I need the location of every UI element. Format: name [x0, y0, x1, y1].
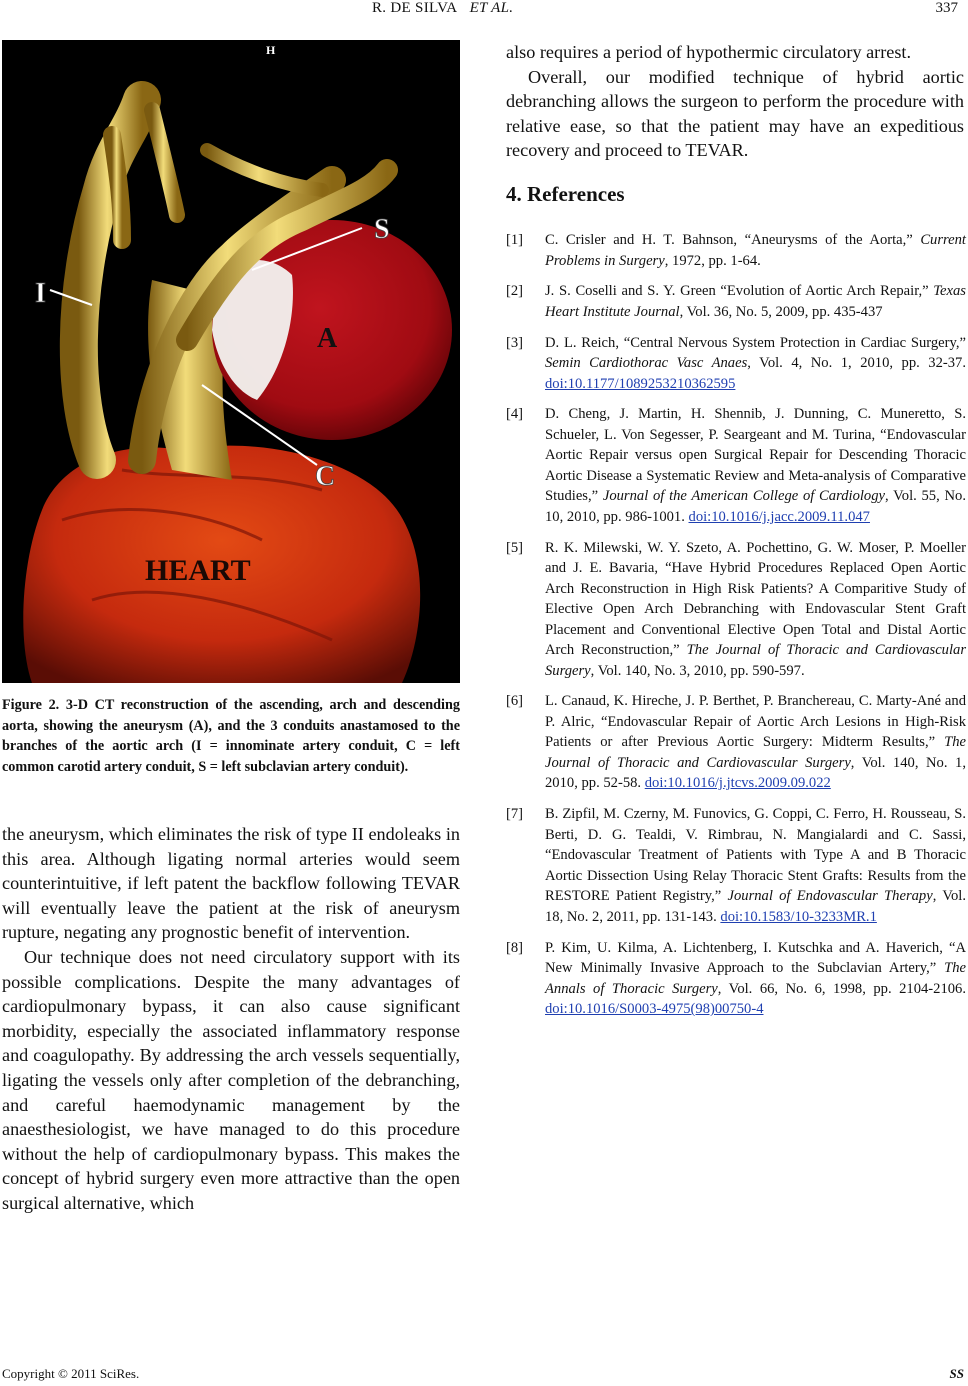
reference-authors-title: J. S. Coselli and S. Y. Green “Evolution of Aortic Arch Repair,” — [545, 283, 934, 300]
reference-details: , Vol. 55, No. 10, 2010, pp. 986-1001. — [545, 488, 966, 525]
right-paragraph-2: Overall, our modified technique of hybrid aortic debranching allows the surgeon to perform the procedure with relative ease, so that the patient may have an expeditious recovery and proceed to TEVAR. — [506, 66, 964, 161]
reference-journal: Texas Heart Institute Journal — [545, 283, 966, 320]
references-list — [506, 230, 966, 1030]
reference-item — [506, 538, 966, 682]
reference-details: , Vol. 18, No. 2, 2011, pp. 131-143. — [545, 888, 966, 925]
reference-details: , Vol. 66, No. 6, 1998, pp. 2104-2106. — [717, 980, 967, 997]
reference-number: [3] — [506, 334, 524, 351]
reference-doi-link[interactable]: doi:10.1177/1089253210362595 — [545, 375, 736, 392]
reference-number: [1] — [506, 232, 524, 248]
references-heading: 4. References — [506, 182, 625, 206]
reference-journal: Journal of Endovascular Therapy — [727, 888, 933, 905]
reference-text — [545, 333, 966, 395]
reference-details: , Vol. 140, No. 3, 2010, pp. 590-597. — [590, 662, 805, 679]
reference-journal: Journal of the American College of Cardiology — [602, 488, 885, 505]
reference-authors-title: B. Zipfil, M. Czerny, M. Funovics, G. Coppi, C. Ferro, H. Rousseau, S. Berti, D. G. Tealdi, V. Rimbrau, N. Mangialardi and C. Sassi, “Endovascular Treatment of Patients with Type A and B Thoracic Aortic Dissection Using Relay Thoracic Stent Grafts: Results from the RESTORE Patient Registry,” — [545, 806, 966, 905]
left-paragraph-1: the aneurysm, which eliminates the risk of type II endoleaks in this area. Although ligating normal arteries would seem counterintuitive, if left patent the backflow following TEVAR will eventually leave the patient at the risk of aneurysm rupture, negating any prognostic benefit of intervention. — [2, 824, 460, 943]
left-column-body — [2, 822, 460, 1216]
running-title — [372, 0, 513, 17]
reference-number: [5] — [506, 539, 524, 556]
ct-image — [2, 40, 460, 683]
label-s: S — [374, 214, 390, 245]
reference-authors-title: L. Canaud, K. Hireche, J. P. Berthet, P. Branchereau, C. Marty-Ané and P. Alric, “Endovascular Repair of Aortic Arch Lesions in High-Risk Patients or after Previous Aortic Surgery: Midterm Results,” — [545, 693, 966, 751]
reference-details: , Vol. 140, No. 1, 2010, pp. 52-58. — [545, 754, 966, 792]
reference-doi-link[interactable]: doi:10.1016/S0003-4975(98)00750-4 — [545, 1001, 764, 1018]
reference-text — [545, 230, 966, 271]
label-a: A — [317, 323, 338, 354]
figure-caption: Figure 2. 3-D CT reconstruction of the ascending, arch and descending aorta, showing the aneurysm (A), and the 3 conduits anastamosed to the branches of the aortic arch (I = innominate artery conduit, C = left common carotid artery conduit, S = left subclavian artery conduit). — [2, 697, 460, 775]
orientation-label: H — [266, 43, 276, 57]
reference-item — [506, 938, 966, 1020]
reference-text — [545, 938, 966, 1020]
label-i: I — [35, 278, 46, 309]
reference-journal: The Annals of Thoracic Surgery — [545, 960, 966, 997]
reference-doi-link[interactable]: doi:10.1016/j.jacc.2009.11.047 — [688, 508, 870, 525]
reference-number: [6] — [506, 693, 524, 710]
reference-authors-title: R. K. Milewski, W. Y. Szeto, A. Pochettino, G. W. Moser, P. Moeller and J. E. Bavaria, “Have Hybrid Procedures Replaced Open Aortic Arch Reconstruction in High Risk Patients? A Comparitive Study of Elective Open Arch Debranching with Endovascular Stent Graft Placement and Conventional Elective Open Total and Distal Aortic Arch Reconstruction,” — [545, 539, 966, 659]
reference-number: [2] — [506, 283, 524, 300]
reference-item — [506, 804, 966, 927]
reference-journal: The Journal of Thoracic and Cardiovascular Surgery — [545, 734, 966, 771]
reference-item — [506, 333, 966, 395]
journal-abbrev: SS — [949, 1366, 964, 1381]
reference-journal: Current Problems in Surgery — [545, 232, 966, 269]
reference-authors-title: D. L. Reich, “Central Nervous System Protection in Cardiac Surgery,” — [545, 334, 966, 351]
reference-number: [7] — [506, 806, 524, 823]
reference-text — [545, 804, 966, 927]
running-title-etal: ET AL. — [469, 0, 514, 16]
reference-journal: Semin Cardiothorac Vasc Anaes — [545, 355, 748, 372]
right-paragraph-1: also requires a period of hypothermic circulatory arrest. — [506, 42, 912, 62]
page-footer — [2, 1366, 966, 1382]
copyright-text: Copyright © 2011 SciRes. — [2, 1366, 140, 1381]
left-paragraph-2: Our technique does not need circulatory support with its possible complications. Despite the many advantages of cardiopulmonary bypass, it can also cause significant morbidity, especially the associated inflammatory response and coagulopathy. By addressing the arch vessels sequentially, ligating the vessels only after completion of the debranching, and careful haemodynamic management by the anaesthesiologist, we have managed to do this procedure without the help of cardiopulmonary bypass. This makes the concept of hybrid surgery even more attractive than the open surgical alternative, which — [2, 946, 460, 1213]
reference-authors-title: C. Crisler and H. T. Bahnson, “Aneurysms of the Aorta,” — [545, 232, 921, 248]
reference-number: [4] — [506, 406, 524, 423]
reference-item — [506, 230, 966, 271]
right-column-body — [506, 40, 964, 163]
label-heart: HEART — [145, 554, 251, 587]
reference-details: , 1972, pp. 1-64. — [664, 252, 761, 269]
reference-text — [545, 404, 966, 527]
reference-item — [506, 281, 966, 322]
reference-text — [545, 538, 966, 682]
reference-journal: The Journal of Thoracic and Cardiovascular Surgery — [545, 642, 967, 679]
reference-details: , Vol. 4, No. 1, 2010, pp. 32-37. — [747, 355, 967, 372]
reference-item — [506, 404, 966, 527]
reference-authors-title: P. Kim, U. Kilma, A. Lichtenberg, I. Kutschka and A. Haverich, “A New Minimally Invasive Approach to the Subclavian Artery,” — [545, 939, 966, 977]
reference-text — [545, 281, 966, 322]
label-c: C — [315, 461, 336, 492]
page-number: 337 — [935, 0, 958, 16]
reference-item — [506, 691, 966, 794]
running-header — [0, 0, 968, 20]
reference-doi-link[interactable]: doi:10.1583/10-3233MR.1 — [720, 908, 877, 925]
reference-doi-link[interactable]: doi:10.1016/j.jtcvs.2009.09.022 — [644, 775, 831, 792]
running-title-authors: R. DE SILVA — [372, 0, 458, 16]
reference-text — [545, 691, 966, 794]
figure-ct-reconstruction — [2, 40, 460, 683]
reference-number: [8] — [506, 939, 524, 956]
reference-details: , Vol. 36, No. 5, 2009, pp. 435-437 — [679, 303, 883, 320]
reference-authors-title: D. Cheng, J. Martin, H. Shennib, J. Dunning, C. Muneretto, S. Schueler, L. Von Segesser, P. Seargeant and M. Turina, “Endovascular Aortic Repair versus open Surgical Repair for Descending Thoracic Aortic Disease a Systematic Review and Meta-analysis of Comparative Studies,” — [545, 406, 966, 505]
